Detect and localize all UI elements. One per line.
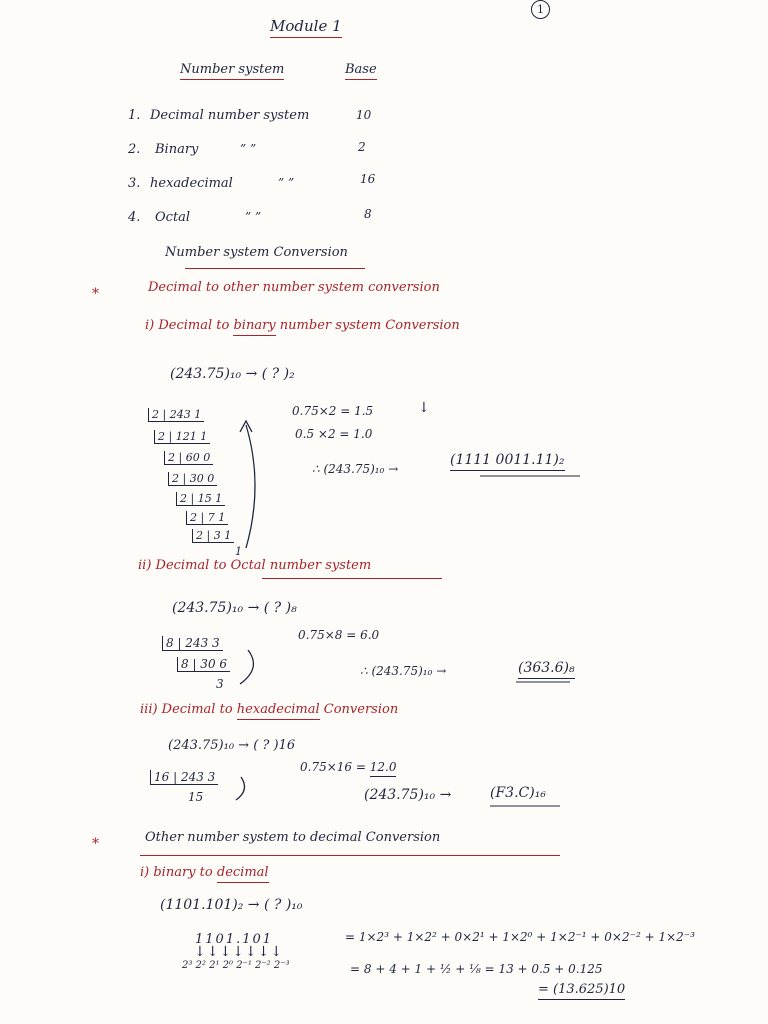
b2d-digits: 1101.101 [195, 932, 274, 947]
d2h-result-rhs: (F3.C)₁₆ [490, 785, 546, 801]
row-number: 3. [128, 176, 141, 191]
section1-heading: Decimal to other number system conversion [148, 280, 440, 295]
division-step: 16 | 243 3 [150, 770, 218, 785]
d2h-title-suffix: Conversion [323, 702, 399, 717]
d2h-result-lhs: (243.75)₁₀ → [364, 787, 452, 803]
b2d-title-decimal: decimal [217, 865, 269, 883]
d2h-problem: (243.75)₁₀ → ( ? )16 [168, 738, 296, 753]
d2h-title-prefix: iii) Decimal to [140, 702, 233, 717]
division-step: 2 | 243 1 [148, 408, 204, 422]
d2o-problem: (243.75)₁₀ → ( ? )₈ [172, 600, 297, 616]
d2h-fraction-lhs: 0.75×16 = [300, 760, 366, 774]
division-step: 2 | 60 0 [164, 451, 213, 465]
row-name: Decimal number system [150, 108, 310, 123]
down-arrow-icon: ↓ [418, 400, 430, 416]
star-marker: * [92, 836, 99, 852]
down-arrows-icon: ↓↓↓↓↓↓↓ [194, 944, 284, 960]
division-final-quotient: 15 [188, 790, 204, 804]
b2d-title-to: to [199, 865, 213, 880]
d2b-fraction-step-2: 0.5 ×2 = 1.0 [295, 427, 373, 441]
row-ditto: ” ” [245, 210, 262, 224]
row-number: 4. [128, 210, 141, 225]
b2d-sum: = 8 + 4 + 1 + ½ + ⅛ = 13 + 0.5 + 0.125 [350, 962, 603, 976]
row-name: Binary [155, 142, 199, 157]
hex-read-arrow-icon [236, 777, 245, 800]
d2b-title-prefix: i) Decimal to [145, 318, 230, 333]
row-ditto: ” ” [278, 176, 295, 190]
division-step: 8 | 243 3 [162, 636, 223, 651]
division-step: 2 | 30 0 [168, 472, 217, 486]
b2d-powers: 2³ 2² 2¹ 2⁰ 2⁻¹ 2⁻² 2⁻³ [182, 960, 290, 971]
b2d-answer: = (13.625)10 [538, 982, 625, 1000]
row-base: 16 [360, 172, 376, 186]
header-base: Base [345, 62, 377, 80]
division-step: 2 | 121 1 [154, 430, 210, 444]
row-base: 10 [356, 108, 372, 122]
d2o-fraction-step: 0.75×8 = 6.0 [298, 628, 380, 642]
division-step: 2 | 15 1 [176, 492, 225, 506]
page-number: 1 [531, 0, 550, 19]
division-final-quotient: 3 [216, 677, 224, 691]
row-base: 8 [364, 207, 372, 221]
d2h-title-hexadecimal: hexadecimal [237, 702, 320, 720]
d2b-problem: (243.75)₁₀ → ( ? )₂ [170, 366, 295, 382]
d2b-result-lhs: ∴ (243.75)₁₀ → [312, 462, 399, 476]
d2b-title-binary: binary [233, 318, 275, 336]
d2b-result-rhs: (1111 0011.11)₂ [450, 452, 565, 471]
d2b-fraction-step-1: 0.75×2 = 1.5 [292, 404, 374, 418]
section2-heading: Other number system to decimal Conversion [145, 830, 441, 845]
d2b-title-suffix: number system Conversion [279, 318, 460, 333]
octal-read-arrow-icon [240, 650, 253, 684]
row-base: 2 [358, 140, 366, 154]
row-number: 1. [128, 108, 141, 123]
d2o-result-rhs: (363.6)₈ [518, 660, 575, 679]
d2h-fraction-rhs: 12.0 [370, 760, 397, 777]
conversion-heading: Number system Conversion [165, 245, 348, 260]
d2o-title: ii) Decimal to Octal number system [138, 558, 372, 573]
division-step: 8 | 30 6 [177, 657, 230, 672]
division-final-quotient: 1 [235, 545, 242, 558]
division-step: 2 | 3 1 [192, 529, 234, 543]
row-number: 2. [128, 142, 141, 157]
header-number-system: Number system [180, 62, 284, 80]
row-ditto: ” ” [240, 142, 257, 156]
b2d-title-prefix: i) binary [140, 865, 196, 880]
division-step: 2 | 7 1 [186, 511, 228, 525]
row-name: Octal [155, 210, 191, 225]
d2o-result-lhs: ∴ (243.75)₁₀ → [360, 664, 447, 678]
star-marker: * [92, 286, 99, 302]
page-title: Module 1 [270, 17, 342, 38]
row-name: hexadecimal [150, 176, 233, 191]
b2d-expansion: = 1×2³ + 1×2² + 0×2¹ + 1×2⁰ + 1×2⁻¹ + 0×2⁻² + 1×2⁻³ [345, 930, 695, 944]
remainder-read-arrow-icon [246, 425, 255, 548]
b2d-problem: (1101.101)₂ → ( ? )₁₀ [160, 897, 303, 913]
